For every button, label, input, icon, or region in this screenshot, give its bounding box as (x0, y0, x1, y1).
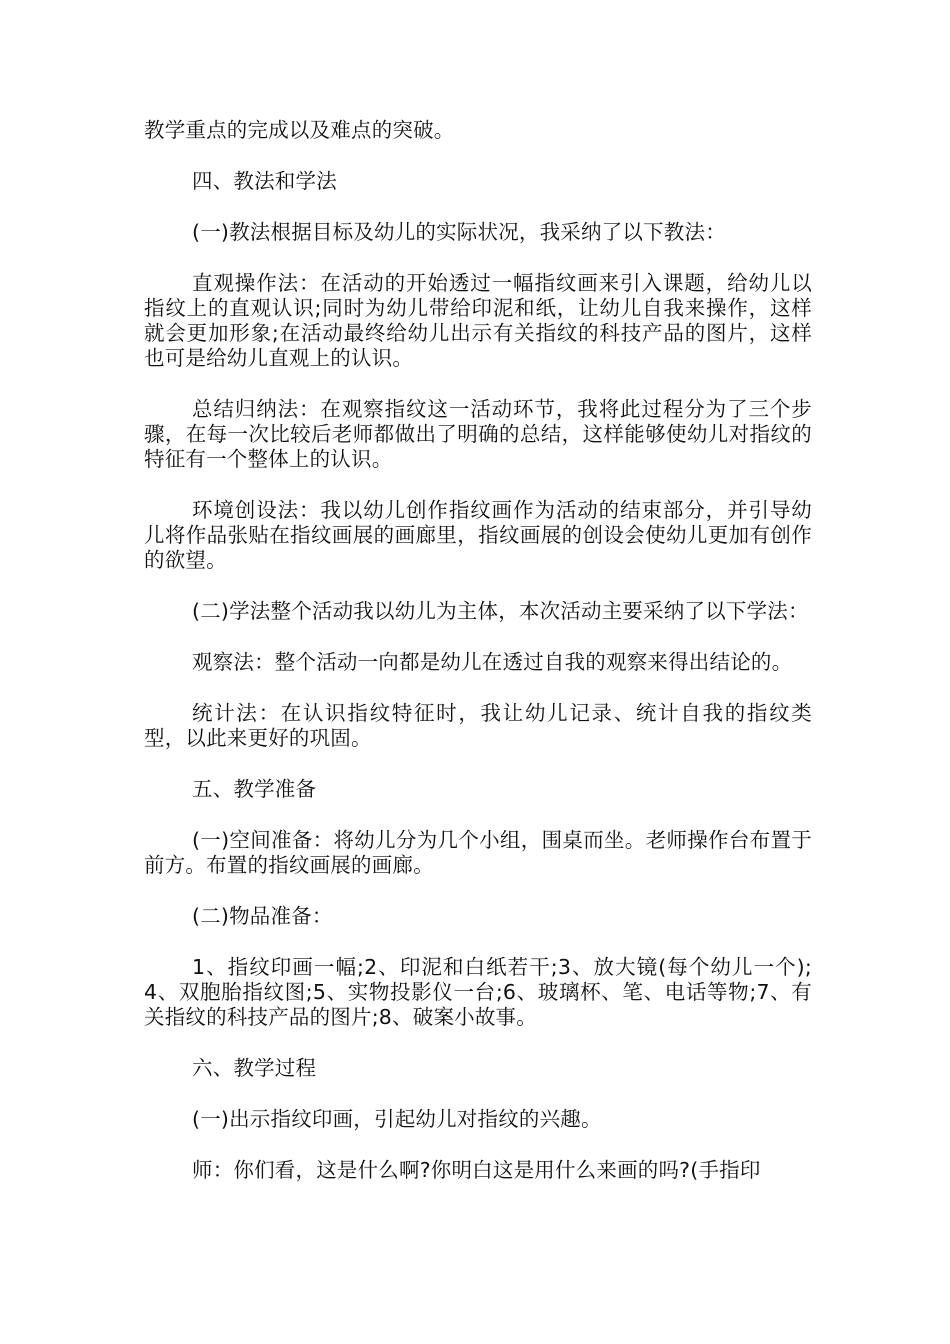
paragraph-observation: 观察法：整个活动一向都是幼儿在透过自我的观察来得出结论的。 (192, 650, 793, 674)
paragraph-continuation: 教学重点的完成以及难点的突破。 (144, 118, 455, 142)
section-heading-preparation: 五、教学准备 (192, 777, 317, 801)
subheading-learning-methods: (二)学法整个活动我以幼儿为主体，本次活动主要采纳了以下学法： (192, 599, 809, 623)
paragraph-summary-induction: 总结归纳法：在观察指纹这一活动环节，我将此过程分为了三个步骤，在每一次比较后老师都做出了明确的总结，这样能够使幼儿对指纹的特征有一个整体上的认识。 (144, 397, 812, 471)
paragraph-teacher-dialogue: 师：你们看，这是什么啊?你明白这是用什么来画的吗?(手指印 (192, 1158, 761, 1182)
subheading-teaching-methods: (一)教法根据目标及幼儿的实际状况，我采纳了以下教法： (192, 220, 726, 244)
paragraph-environment-creation: 环境创设法：我以幼儿创作指纹画作为活动的结束部分，并引导幼儿将作品张贴在指纹画展的画廊里，指纹画展的创设会使幼儿更加有创作的欲望。 (144, 498, 812, 572)
paragraph-item-list: 1、指纹印画一幅;2、印泥和白纸若干;3、放大镜(每个幼儿一个);4、双胞胎指纹图;5、实物投影仪一台;6、玻璃杯、笔、电话等物;7、有关指纹的科技产品的图片;8、破案小故事。 (144, 955, 812, 1029)
subheading-item-preparation: (二)物品准备： (192, 904, 333, 928)
subheading-show-fingerprint-painting: (一)出示指纹印画，引起幼儿对指纹的兴趣。 (192, 1107, 602, 1131)
paragraph-direct-operation: 直观操作法：在活动的开始透过一幅指纹画来引入课题，给幼儿以指纹上的直观认识;同时为幼儿带给印泥和纸，让幼儿自我来操作，这样就会更加形象;在活动最终给幼儿出示有关指纹的科技产品的图片，这样也可是给幼儿直观上的认识。 (144, 271, 812, 370)
paragraph-statistics: 统计法：在认识指纹特征时，我让幼儿记录、统计自我的指纹类型，以此来更好的巩固。 (144, 701, 812, 750)
paragraph-space-preparation: (一)空间准备：将幼儿分为几个小组，围桌而坐。老师操作台布置于前方。布置的指纹画展的画廊。 (144, 828, 812, 877)
section-heading-process: 六、教学过程 (192, 1056, 317, 1080)
section-heading-teaching-methods: 四、教法和学法 (192, 169, 337, 193)
document-body (144, 118, 812, 1183)
